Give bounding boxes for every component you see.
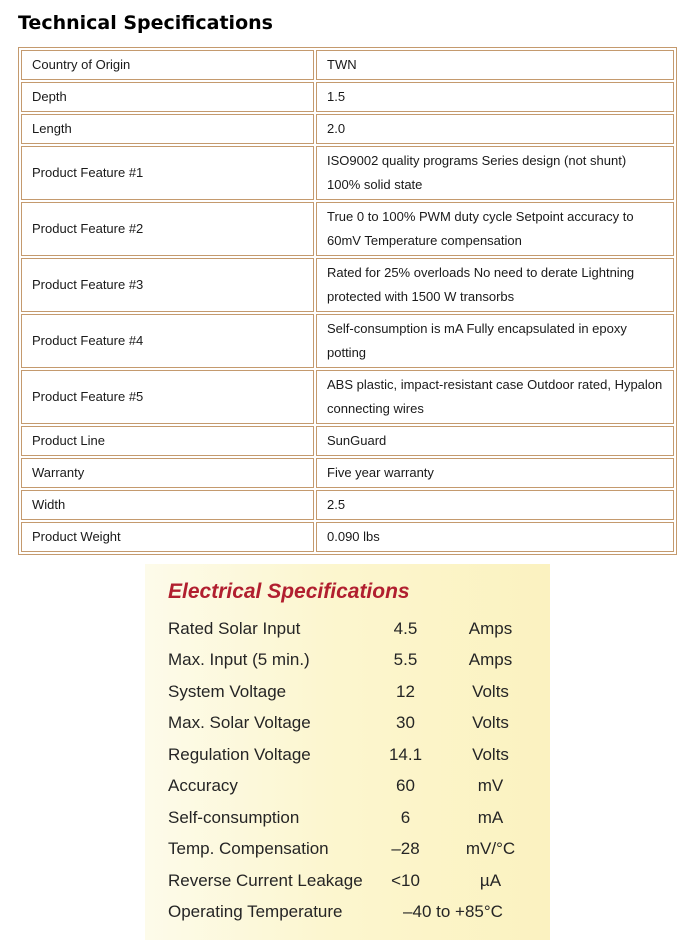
list-item: [145, 613, 550, 645]
elec-label: Max. Solar Voltage: [168, 713, 311, 733]
table-row: [21, 370, 674, 424]
page-title: Technical Specifications: [18, 12, 273, 34]
technical-spec-table: [18, 47, 677, 555]
table-row: [21, 314, 674, 368]
electrical-title: Electrical Specifications: [168, 580, 410, 603]
elec-unit: Amps: [468, 650, 513, 670]
elec-label: Temp. Compensation: [168, 839, 329, 859]
elec-label: Accuracy: [168, 776, 238, 796]
spec-label: Width: [21, 490, 314, 520]
table-row: [21, 202, 674, 256]
elec-value: 6: [400, 807, 411, 827]
elec-value: –28: [391, 839, 420, 859]
elec-unit: Amps: [468, 618, 513, 638]
spec-value: Self-consumption is mA Fully encapsulated in epoxy potting: [316, 314, 674, 368]
elec-value: 60: [396, 776, 415, 796]
spec-label: Product Weight: [21, 522, 314, 552]
elec-value: 14.1: [388, 744, 423, 764]
list-item: [145, 676, 550, 708]
spec-label: Product Feature #4: [21, 314, 314, 368]
spec-label: Product Feature #2: [21, 202, 314, 256]
spec-value: 1.5: [316, 82, 674, 112]
spec-label: Country of Origin: [21, 50, 314, 80]
table-row: [21, 426, 674, 456]
spec-value: Five year warranty: [316, 458, 674, 488]
list-item: [145, 708, 550, 740]
elec-unit: µA: [479, 870, 502, 890]
list-item: [145, 645, 550, 677]
spec-label: Product Feature #5: [21, 370, 314, 424]
table-row: [21, 50, 674, 80]
elec-unit: mV/°C: [465, 839, 516, 859]
spec-label: Product Feature #3: [21, 258, 314, 312]
spec-value: Rated for 25% overloads No need to derate Lightning protected with 1500 W transorbs: [316, 258, 674, 312]
spec-label: Warranty: [21, 458, 314, 488]
list-item: [145, 739, 550, 771]
elec-unit: Volts: [472, 681, 509, 701]
list-item: [145, 865, 550, 897]
elec-value: 30: [396, 713, 415, 733]
elec-value: 12: [396, 681, 415, 701]
table-row: [21, 522, 674, 552]
spec-value: SunGuard: [316, 426, 674, 456]
elec-label: Max. Input (5 min.): [168, 650, 310, 670]
elec-unit: mV: [477, 776, 504, 796]
elec-label: Operating Temperature: [168, 902, 343, 922]
spec-label: Length: [21, 114, 314, 144]
table-row: [21, 490, 674, 520]
list-item: [145, 834, 550, 866]
table-row: [21, 82, 674, 112]
elec-unit: mA: [477, 807, 504, 827]
spec-page: [0, 10, 698, 922]
elec-label: System Voltage: [168, 681, 287, 701]
elec-value: 5.5: [393, 650, 418, 670]
spec-value: 2.0: [316, 114, 674, 144]
spec-value: 2.5: [316, 490, 674, 520]
table-row: [21, 146, 674, 200]
elec-value: –40 to +85°C: [403, 902, 503, 922]
elec-label: Self-consumption: [168, 807, 300, 827]
spec-value: ISO9002 quality programs Series design (not shunt) 100% solid state: [316, 146, 674, 200]
list-item: [145, 897, 550, 929]
spec-value: TWN: [316, 50, 674, 80]
electrical-specifications-panel: [145, 564, 550, 940]
list-item: [145, 802, 550, 834]
table-row: [21, 114, 674, 144]
elec-label: Rated Solar Input: [168, 618, 301, 638]
spec-label: Product Line: [21, 426, 314, 456]
elec-value: 4.5: [393, 618, 418, 638]
spec-value: True 0 to 100% PWM duty cycle Setpoint accuracy to 60mV Temperature compensation: [316, 202, 674, 256]
elec-unit: Volts: [472, 713, 509, 733]
elec-value: <10: [391, 870, 420, 890]
table-row: [21, 458, 674, 488]
elec-label: Regulation Voltage: [168, 744, 311, 764]
spec-value: ABS plastic, impact-resistant case Outdoor rated, Hypalon connecting wires: [316, 370, 674, 424]
elec-unit: Volts: [472, 744, 509, 764]
list-item: [145, 771, 550, 803]
spec-value: 0.090 lbs: [316, 522, 674, 552]
spec-label: Depth: [21, 82, 314, 112]
table-row: [21, 258, 674, 312]
elec-label: Reverse Current Leakage: [168, 870, 363, 890]
spec-label: Product Feature #1: [21, 146, 314, 200]
